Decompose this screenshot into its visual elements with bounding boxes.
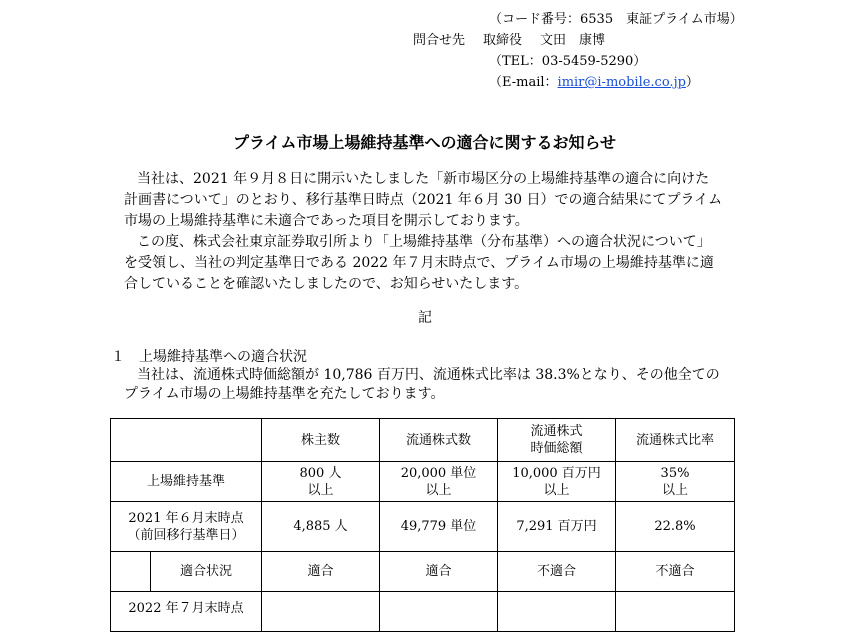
paragraph-2-line-2: を受領し、当社の判定基準日である 2022 年７月末時点で、プライム市場の上場維持基準に適 [124, 255, 714, 271]
row-label-june-2021 [111, 502, 262, 552]
status-ratio: 不適合 [616, 552, 735, 592]
page-title: プライム市場上場維持基準への適合に関するお知らせ [232, 133, 617, 152]
row-label-june-2021-line-1: 2021 年６月末時点 [128, 510, 244, 526]
july-market-cap [498, 592, 616, 632]
email-link[interactable]: imir@i-mobile.co.jp [557, 75, 686, 90]
value-line: 以上 [661, 482, 688, 498]
row-label-status: 適合状況 [151, 552, 262, 592]
header-tradable-market-cap [498, 419, 616, 462]
contact-email-line [489, 71, 699, 90]
standard-ratio [616, 462, 735, 502]
paragraph-2-line-1: この度、株式会社東京証券取引所より「上場維持基準（分布基準）への適合状況について」 [137, 234, 711, 250]
paragraph-2-line-3: 合していることを確認いたしましたので、お知らせいたします。 [124, 276, 529, 292]
row-label-june-2021-line-2: （前回移行基準日） [127, 527, 245, 543]
value-line: 20,000 単位 [400, 465, 477, 481]
section-1-text-line-1: 当社は、流通株式時価総額が 10,786 百万円、流通株式比率は 38.3%となり、その他全ての [137, 367, 720, 383]
section-1-text-line-2: プライム市場の上場維持基準を充たしております。 [124, 386, 445, 402]
status-indent-cell [111, 552, 151, 592]
section-1-title: １ 上場維持基準への適合状況 [111, 349, 307, 365]
july-ratio [616, 592, 735, 632]
header-tradable-market-cap-line-2: 時価総額 [530, 441, 583, 456]
ki-marker: 記 [418, 310, 432, 326]
email-prefix: （E-mail： [489, 75, 558, 90]
june-shareholders: 4,885 人 [262, 502, 380, 552]
standard-tradable-shares [380, 462, 498, 502]
table-header-empty [111, 419, 262, 462]
june-market-cap: 7,291 百万円 [498, 502, 616, 552]
row-label-standard: 上場維持基準 [111, 462, 262, 502]
table-row-june-2021 [111, 502, 735, 552]
paragraph-1-line-3: 市場の上場維持基準に未適合であった項目を開示しております。 [124, 213, 529, 229]
july-tradable-shares [380, 592, 498, 632]
table-header-row [111, 419, 735, 462]
row-label-july-2022: 2022 年７月末時点 [111, 592, 262, 632]
standard-shareholders [262, 462, 380, 502]
status-market-cap: 不適合 [498, 552, 616, 592]
contact-role: 取締役 [483, 33, 523, 48]
table-row-june-status [111, 552, 735, 592]
contact-label: 問合せ先 [413, 33, 466, 48]
table-row-july-2022 [111, 592, 735, 632]
status-tradable-shares: 適合 [380, 552, 498, 592]
value-line: 35% [660, 465, 690, 481]
standard-market-cap [498, 462, 616, 502]
header-tradable-ratio: 流通株式比率 [616, 419, 735, 462]
contact-tel: （TEL：03-5459-5290） [489, 54, 647, 69]
june-tradable-shares: 49,779 単位 [380, 502, 498, 552]
value-line: 以上 [307, 482, 334, 498]
paragraph-1-line-1: 当社は、2021 年９月８日に開示いたしました「新市場区分の上場維持基準の適合に向けた [137, 171, 710, 187]
value-line: 以上 [543, 482, 570, 498]
stock-code-line: （コード番号：6535 東証プライム市場） [489, 12, 743, 27]
july-shareholders [262, 592, 380, 632]
paragraph-1-line-2: 計画書について」のとおり、移行基準日時点（2021 年６月 30 日）での適合結果にてプライム [124, 192, 723, 208]
header-tradable-shares: 流通株式数 [380, 419, 498, 462]
june-ratio: 22.8% [616, 502, 735, 552]
status-shareholders: 適合 [262, 552, 380, 592]
email-suffix: ） [685, 75, 699, 90]
contact-name: 文田 康博 [540, 33, 606, 48]
header-shareholders: 株主数 [262, 419, 380, 462]
value-line: 800 人 [299, 465, 342, 481]
value-line: 以上 [425, 482, 452, 498]
value-line: 10,000 百万円 [512, 465, 601, 481]
header-tradable-market-cap-line-1: 流通株式 [530, 424, 583, 439]
table-row-standard [111, 462, 735, 502]
